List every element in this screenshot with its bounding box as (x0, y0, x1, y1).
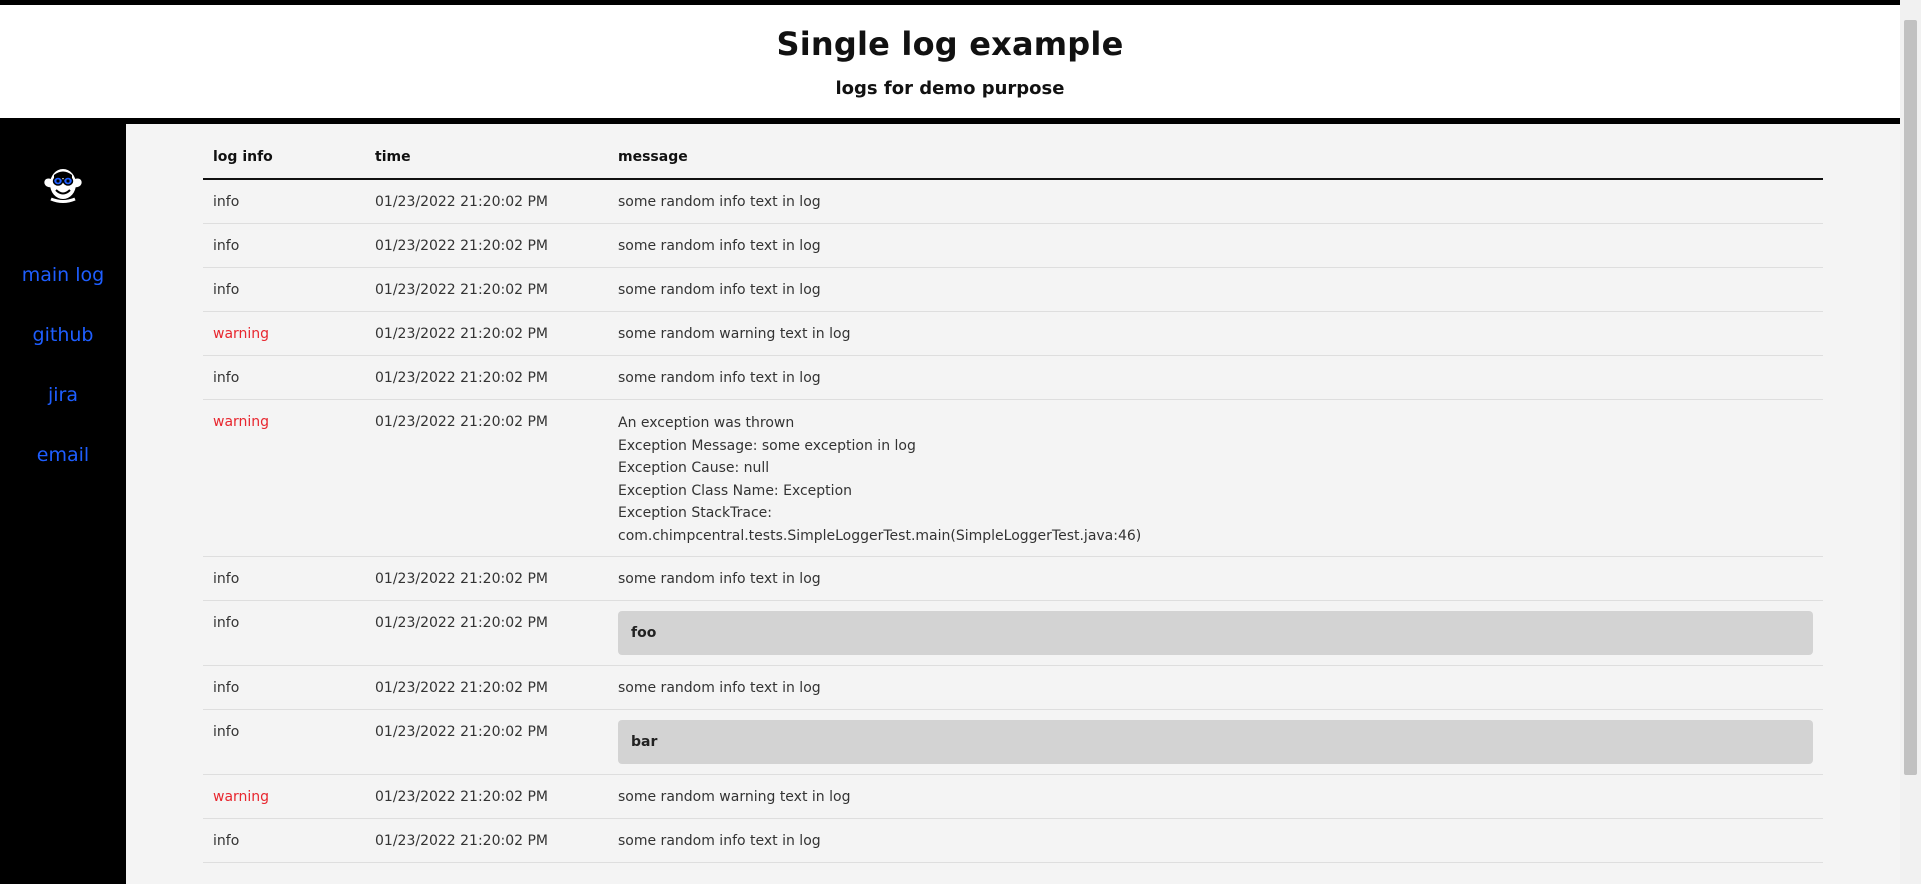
nav-link-main-log[interactable]: main log (21, 264, 105, 286)
message-block-label: bar (631, 734, 658, 750)
exception-line: com.chimpcentral.tests.SimpleLoggerTest.main(SimpleLoggerTest.java:46) (618, 527, 1142, 544)
log-time: 01/23/2022 21:20:02 PM (375, 370, 548, 386)
log-message: some random warning text in log (618, 326, 851, 342)
log-table (203, 124, 1823, 863)
log-level: info (213, 615, 240, 631)
log-level: info (213, 194, 240, 210)
vertical-scrollbar[interactable] (1900, 0, 1921, 884)
monkey-logo-icon (42, 164, 84, 204)
log-time: 01/23/2022 21:20:02 PM (375, 833, 548, 849)
column-header-time: time (375, 149, 411, 165)
log-message: some random info text in log (618, 370, 821, 386)
exception-line: Exception Message: some exception in log (618, 437, 916, 454)
log-level: info (213, 370, 240, 386)
log-message: some random info text in log (618, 680, 821, 696)
table-row-block (203, 601, 1823, 666)
log-level: info (213, 724, 240, 740)
log-level: warning (213, 326, 270, 342)
table-row-block (203, 710, 1823, 775)
message-block-label: foo (631, 625, 657, 641)
table-row (203, 312, 1823, 356)
log-level: info (213, 833, 240, 849)
page-title: Single log example (776, 25, 1124, 63)
nav-link-jira[interactable]: jira (47, 384, 78, 406)
log-time: 01/23/2022 21:20:02 PM (375, 724, 548, 740)
log-message: some random info text in log (618, 571, 821, 587)
log-level: info (213, 282, 240, 298)
message-block-bar (618, 720, 1813, 764)
sidebar (0, 124, 126, 884)
column-header-message: message (618, 149, 688, 165)
log-level: info (213, 571, 240, 587)
log-message: some random info text in log (618, 194, 821, 210)
table-header (203, 124, 1823, 180)
log-time: 01/23/2022 21:20:02 PM (375, 238, 548, 254)
log-time: 01/23/2022 21:20:02 PM (375, 615, 548, 631)
log-message: some random info text in log (618, 833, 821, 849)
exception-line: Exception Class Name: Exception (618, 482, 853, 499)
nav-link-email[interactable]: email (36, 444, 90, 466)
log-level: warning (213, 414, 270, 430)
exception-line: An exception was thrown (618, 415, 795, 431)
log-level: warning (213, 789, 270, 805)
log-time: 01/23/2022 21:20:02 PM (375, 414, 548, 430)
table-row (203, 268, 1823, 312)
exception-line: Exception StackTrace: (618, 505, 772, 522)
log-time: 01/23/2022 21:20:02 PM (375, 326, 548, 342)
log-level: info (213, 238, 240, 254)
table-row (203, 224, 1823, 268)
log-message: some random warning text in log (618, 789, 851, 805)
log-time: 01/23/2022 21:20:02 PM (375, 571, 548, 587)
table-row (203, 775, 1823, 819)
table-row (203, 356, 1823, 400)
table-row (203, 819, 1823, 863)
log-time: 01/23/2022 21:20:02 PM (375, 194, 548, 210)
log-time: 01/23/2022 21:20:02 PM (375, 282, 548, 298)
table-row (203, 557, 1823, 601)
table-row (203, 666, 1823, 710)
exception-message (618, 412, 1141, 548)
log-message: some random info text in log (618, 238, 821, 254)
log-level: info (213, 680, 240, 696)
nav-link-github[interactable]: github (32, 324, 94, 346)
log-message: some random info text in log (618, 282, 821, 298)
page-subtitle: logs for demo purpose (835, 78, 1065, 99)
log-time: 01/23/2022 21:20:02 PM (375, 680, 548, 696)
column-header-log-info: log info (213, 149, 273, 165)
main-content (126, 124, 1900, 884)
exception-line: Exception Cause: null (618, 460, 770, 477)
message-block-foo (618, 611, 1813, 655)
page-header (0, 5, 1900, 118)
table-row-exception (203, 400, 1823, 557)
log-time: 01/23/2022 21:20:02 PM (375, 789, 548, 805)
scrollbar-thumb[interactable] (1904, 20, 1917, 775)
table-row (203, 180, 1823, 224)
